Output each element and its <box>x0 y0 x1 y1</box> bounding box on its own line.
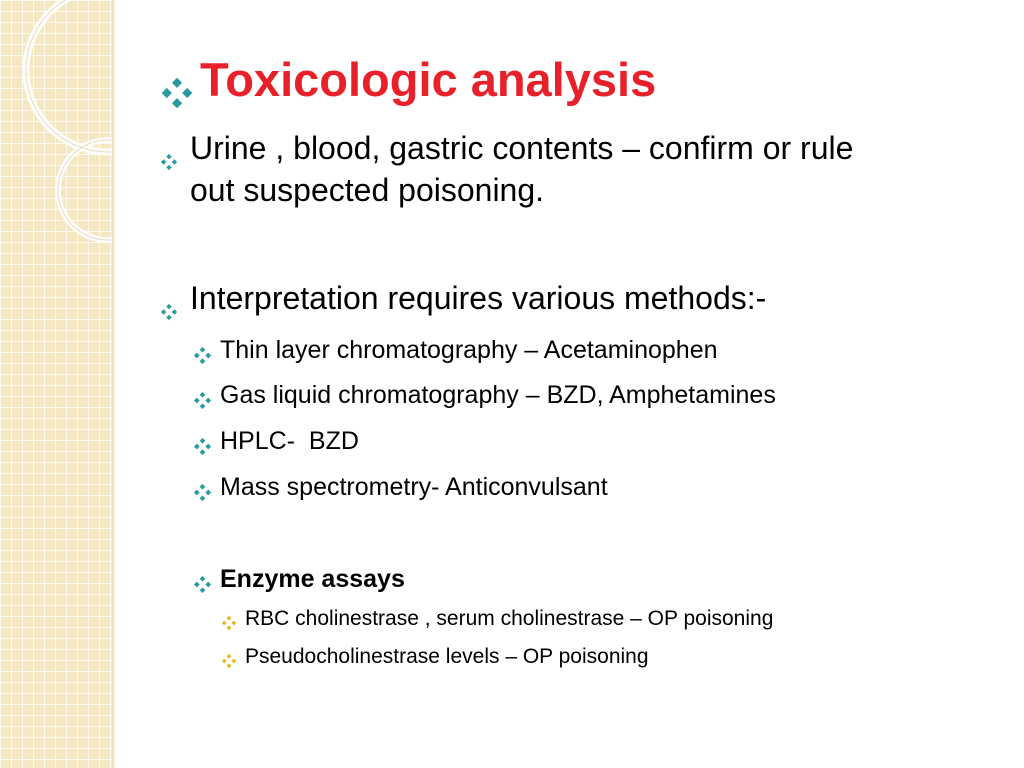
four-diamond-bullet-icon <box>160 140 190 180</box>
bullet-text: out suspected poisoning. <box>190 172 545 208</box>
four-diamond-bullet-icon <box>193 432 220 464</box>
four-diamond-bullet-icon <box>193 386 220 418</box>
sub-sub-bullet-item <box>221 605 773 639</box>
slide-title: Toxicologic analysis <box>200 53 657 106</box>
four-diamond-bullet-icon <box>193 341 220 373</box>
sub-sub-bullet-text: RBC cholinestrase , serum cholinestrase – OP poisoning <box>245 607 774 630</box>
sub-sub-bullet-item <box>221 643 649 677</box>
four-diamond-bullet-icon <box>160 290 190 330</box>
four-diamond-bullet-icon <box>160 64 200 124</box>
slide-title-row <box>160 50 656 124</box>
sub-bullet-item <box>193 425 359 464</box>
bullet-text: Urine , blood, gastric contents – confirm or rule <box>190 130 854 166</box>
sub-bullet-text: Gas liquid chromatography – BZD, Amphetamines <box>220 381 776 409</box>
sub-bullet-item <box>193 334 718 373</box>
four-diamond-bullet-icon <box>193 570 220 602</box>
sub-bullet-text: Mass spectrometry- Anticonvulsant <box>220 473 608 501</box>
sub-bullet-item <box>193 379 776 418</box>
bullet-text: Interpretation requires various methods:- <box>190 280 767 316</box>
bullet-item-continuation <box>190 170 544 210</box>
bullet-item <box>160 278 766 330</box>
sub-sub-bullet-text: Pseudocholinestrase levels – OP poisoning <box>245 645 649 668</box>
four-diamond-bullet-icon <box>221 649 245 677</box>
four-diamond-bullet-icon <box>193 478 220 510</box>
sub-bullet-item-heading <box>193 563 405 602</box>
sub-bullet-text: Enzyme assays <box>220 565 405 593</box>
sub-bullet-text: HPLC- BZD <box>220 427 359 455</box>
four-diamond-bullet-icon <box>221 611 245 639</box>
sub-bullet-text: Thin layer chromatography – Acetaminophen <box>220 336 718 364</box>
sub-bullet-item <box>193 471 608 510</box>
